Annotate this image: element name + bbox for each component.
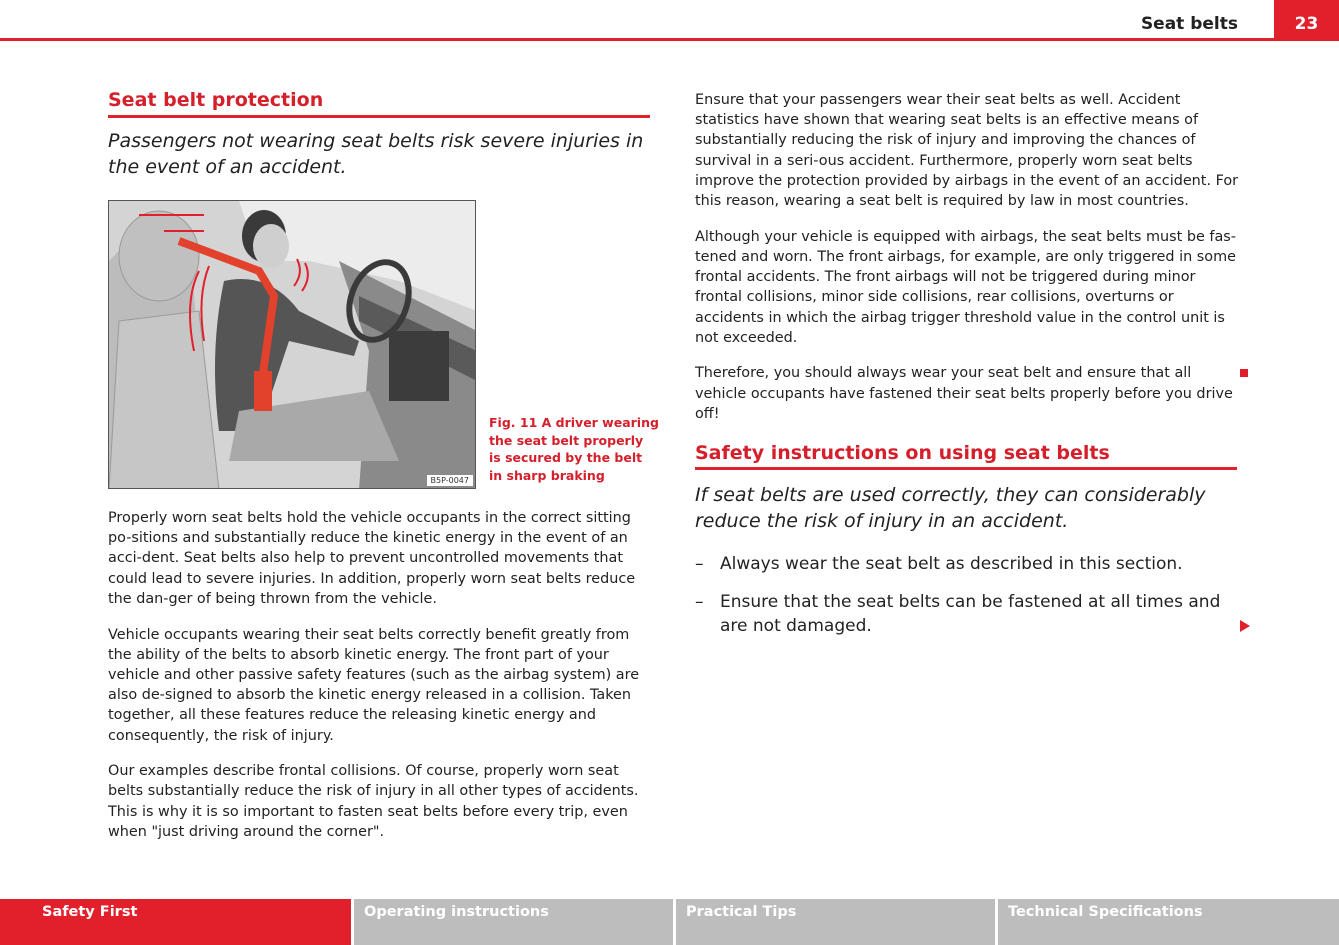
section-lead: If seat belts are used correctly, they can considerably reduce the risk of injury in an accident. xyxy=(695,484,1206,532)
instruction-list xyxy=(695,552,1235,652)
paragraph: Ensure that your passengers wear their seat belts as well. Accident statistics have shown that wearing seat belts is an effective means of substantially reducing the risk of injury and improving the chances of survival in a seri-ous accident. Furthermore, properly worn seat belts improve the protection provided by airbags in the event of an accident. For this reason, wearing a seat belt is required by law in most countries. xyxy=(695,92,1239,210)
paragraph: Our examples describe frontal collisions. Of course, properly worn seat belts substantially reduce the risk of injury in all other types of accidents. This is why it is so important to fasten seat belts before every trip, even when "just driving around the corner". xyxy=(108,763,639,840)
chapter-tabs xyxy=(0,899,1339,945)
paragraph: Therefore, you should always wear your seat belt and ensure that all vehicle occupants have fastened their seat belts properly before you drive off! xyxy=(695,365,1233,422)
tab-safety-first[interactable]: Safety First xyxy=(0,899,351,945)
paragraph: Vehicle occupants wearing their seat belts correctly benefit greatly from the ability of the belts to absorb kinetic energy. The front part of your vehicle and other passive safety features (such as the airbag system) are also de-signed to absorb the kinetic energy released in a collision. Taken together, all these features reduce the releasing kinetic energy and consequently, the risk of injury. xyxy=(108,626,640,744)
section-end-marker-icon xyxy=(1240,369,1248,377)
running-header-title: Seat belts xyxy=(1140,14,1238,34)
list-item-text: Ensure that the seat belts can be fastened at all times and are not damaged. xyxy=(720,592,1221,636)
list-item xyxy=(695,590,1235,638)
section-heading-seat-belt-protection: Seat belt protection xyxy=(108,89,324,111)
driver-illustration xyxy=(109,201,476,489)
dash-bullet: – xyxy=(695,554,704,574)
section-heading-rule xyxy=(108,115,650,118)
figure-driver-seatbelt xyxy=(108,200,476,489)
list-item-text: Always wear the seat belt as described in this section. xyxy=(720,554,1183,574)
tab-technical-specifications[interactable]: Technical Specifications xyxy=(998,899,1339,945)
section-heading-rule xyxy=(695,467,1237,470)
right-body-text xyxy=(695,90,1240,440)
paragraph: Properly worn seat belts hold the vehicle occupants in the correct sitting po-sitions and substantially reduce the kinetic energy in the event of an acci-dent. Seat belts also help to prevent uncontrolled movements that could lead to severe injuries. In addition, properly worn seat belts reduce the dan-ger of being thrown from the vehicle. xyxy=(108,510,636,607)
page-number: 23 xyxy=(1274,0,1339,41)
dash-bullet: – xyxy=(695,592,704,612)
section-heading-safety-instructions: Safety instructions on using seat belts xyxy=(695,442,1110,464)
tab-operating-instructions[interactable]: Operating instructions xyxy=(354,899,673,945)
figure-caption: Fig. 11 A driver wearing the seat belt properly is secured by the belt in sharp braking xyxy=(489,415,659,483)
paragraph: Although your vehicle is equipped with airbags, the seat belts must be fas-tened and worn. The front airbags, for example, are only triggered in some frontal accidents. The front airbags will not be triggered during minor frontal collisions, minor side collisions, rear collisions, overturns or accidents in which the airbag trigger threshold value in the control unit is not exceeded. xyxy=(695,228,1236,346)
section-lead: Passengers not wearing seat belts risk severe injuries in the event of an accident. xyxy=(108,130,644,178)
list-item xyxy=(695,552,1235,576)
left-body-text xyxy=(108,508,653,858)
tab-practical-tips[interactable]: Practical Tips xyxy=(676,899,995,945)
header-rule xyxy=(0,38,1274,41)
continued-arrow-icon xyxy=(1240,620,1250,632)
figure-code: B5P-0047 xyxy=(427,475,473,486)
